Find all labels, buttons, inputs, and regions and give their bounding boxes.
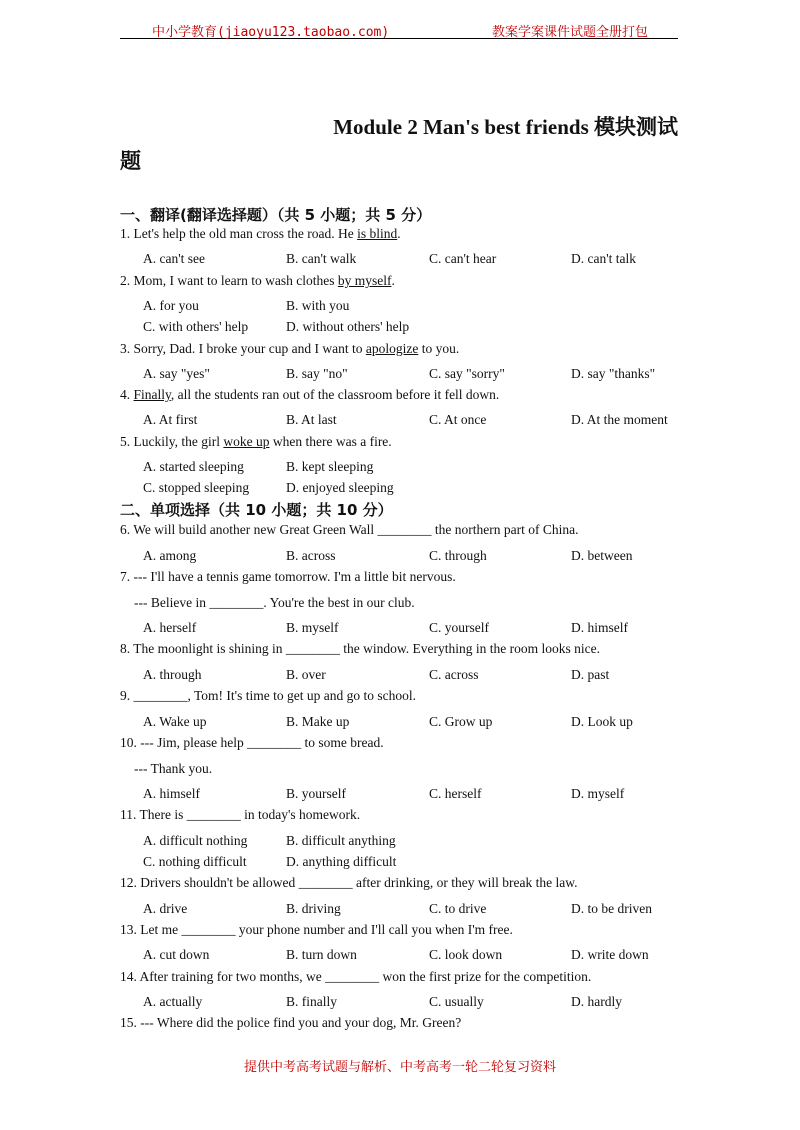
- option-d[interactable]: D. to be driven: [571, 901, 652, 916]
- option-c[interactable]: C. herself: [429, 786, 482, 801]
- option-d[interactable]: D. enjoyed sleeping: [286, 480, 394, 495]
- question-stem: 14. After training for two months, we ________ won the first prize for the competition.: [120, 969, 592, 984]
- option-d[interactable]: D. myself: [571, 786, 625, 801]
- page-title: Module 2 Man's best friends 模块测试: [333, 115, 678, 139]
- option-b[interactable]: B. difficult anything: [286, 833, 396, 848]
- question-options: [143, 319, 703, 339]
- option-c[interactable]: C. yourself: [429, 620, 489, 635]
- header-right-text: 教案学案课件试题全册打包: [491, 25, 648, 40]
- question-options: [143, 854, 703, 874]
- option-b[interactable]: B. say "no": [286, 366, 348, 381]
- option-d[interactable]: D. without others' help: [286, 319, 410, 334]
- question-options: [143, 412, 703, 432]
- question-options: [143, 480, 703, 500]
- question-stem: 9. ________, Tom! It's time to get up and go to school.: [120, 688, 416, 703]
- option-a[interactable]: A. among: [143, 548, 197, 563]
- option-d[interactable]: D. say "thanks": [571, 366, 656, 381]
- question-stem: 5. Luckily, the girl woke up when there was a fire.: [120, 434, 392, 449]
- option-c[interactable]: C. with others' help: [143, 319, 249, 334]
- question-stem: 1. Let's help the old man cross the road. He is blind.: [120, 226, 401, 241]
- option-d[interactable]: D. can't talk: [571, 251, 637, 266]
- question-options: [143, 901, 703, 921]
- option-a[interactable]: A. himself: [143, 786, 200, 801]
- option-d[interactable]: D. hardly: [571, 994, 622, 1009]
- option-c[interactable]: C. stopped sleeping: [143, 480, 250, 495]
- option-a[interactable]: A. for you: [143, 298, 199, 313]
- option-c[interactable]: C. say "sorry": [429, 366, 505, 381]
- question-options: [143, 947, 703, 967]
- option-a[interactable]: A. cut down: [143, 947, 210, 962]
- option-a[interactable]: A. Wake up: [143, 714, 207, 729]
- option-b[interactable]: B. turn down: [286, 947, 357, 962]
- question-options: [143, 298, 703, 318]
- option-a[interactable]: A. difficult nothing: [143, 833, 248, 848]
- question-stem: 2. Mom, I want to learn to wash clothes by myself.: [120, 273, 395, 288]
- option-d[interactable]: D. himself: [571, 620, 628, 635]
- option-d[interactable]: D. past: [571, 667, 610, 682]
- option-c[interactable]: C. usually: [429, 994, 484, 1009]
- question-options: [143, 786, 703, 806]
- question-stem: 15. --- Where did the police find you and your dog, Mr. Green?: [120, 1015, 462, 1030]
- option-d[interactable]: D. Look up: [571, 714, 633, 729]
- option-b[interactable]: B. with you: [286, 298, 350, 313]
- question-stem: 8. The moonlight is shining in ________ the window. Everything in the room looks nice.: [120, 641, 600, 656]
- question-options: [143, 994, 703, 1014]
- option-b[interactable]: B. finally: [286, 994, 337, 1009]
- option-a[interactable]: A. actually: [143, 994, 203, 1009]
- option-d[interactable]: D. between: [571, 548, 633, 563]
- section-heading-single-choice: 二、单项选择（共 10 小题；共 10 分）: [120, 501, 393, 519]
- option-c[interactable]: C. nothing difficult: [143, 854, 247, 869]
- option-b[interactable]: B. myself: [286, 620, 339, 635]
- question-stem: 6. We will build another new Great Green Wall ________ the northern part of China.: [120, 522, 579, 537]
- option-a[interactable]: A. say "yes": [143, 366, 210, 381]
- question-options: [143, 251, 703, 271]
- question-options: [143, 548, 703, 568]
- option-a[interactable]: A. At first: [143, 412, 198, 427]
- question-stem: 13. Let me ________ your phone number and I'll call you when I'm free.: [120, 922, 513, 937]
- option-a[interactable]: A. started sleeping: [143, 459, 244, 474]
- option-c[interactable]: C. look down: [429, 947, 503, 962]
- option-c[interactable]: C. Grow up: [429, 714, 493, 729]
- option-b[interactable]: B. Make up: [286, 714, 350, 729]
- header-left-text: 中小学教育(jiaoyu123.taobao.com): [152, 25, 390, 40]
- question-stem-line2: --- Believe in ________. You're the best in our club.: [134, 595, 415, 610]
- question-options: [143, 667, 703, 687]
- question-stem: 4. Finally, all the students ran out of the classroom before it fell down.: [120, 387, 500, 402]
- question-options: [143, 833, 703, 853]
- question-stem-line2: --- Thank you.: [134, 761, 213, 776]
- option-b[interactable]: B. over: [286, 667, 326, 682]
- option-b[interactable]: B. across: [286, 548, 336, 563]
- option-c[interactable]: C. through: [429, 548, 487, 563]
- option-c[interactable]: C. can't hear: [429, 251, 497, 266]
- option-d[interactable]: D. At the moment: [571, 412, 668, 427]
- option-b[interactable]: B. kept sleeping: [286, 459, 374, 474]
- question-options: [143, 366, 703, 386]
- option-b[interactable]: B. driving: [286, 901, 341, 916]
- question-options: [143, 459, 703, 479]
- option-a[interactable]: A. herself: [143, 620, 197, 635]
- option-b[interactable]: B. can't walk: [286, 251, 357, 266]
- option-d[interactable]: D. write down: [571, 947, 649, 962]
- question-stem: 7. --- I'll have a tennis game tomorrow. I'm a little bit nervous.: [120, 569, 456, 584]
- page-header: [120, 20, 678, 39]
- question-stem: 12. Drivers shouldn't be allowed ________ after drinking, or they will break the law.: [120, 875, 578, 890]
- option-a[interactable]: A. through: [143, 667, 202, 682]
- question-options: [143, 714, 703, 734]
- page-title-continued: 题: [120, 149, 141, 173]
- question-stem: 11. There is ________ in today's homework.: [120, 807, 361, 822]
- option-a[interactable]: A. drive: [143, 901, 188, 916]
- question-stem: 3. Sorry, Dad. I broke your cup and I want to apologize to you.: [120, 341, 460, 356]
- option-b[interactable]: B. yourself: [286, 786, 346, 801]
- section-heading-translation: 一、翻译(翻译选择题）（共 5 小题；共 5 分）: [120, 206, 432, 224]
- option-d[interactable]: D. anything difficult: [286, 854, 397, 869]
- question-stem: 10. --- Jim, please help ________ to some bread.: [120, 735, 384, 750]
- question-options: [143, 620, 703, 640]
- option-b[interactable]: B. At last: [286, 412, 337, 427]
- option-c[interactable]: C. across: [429, 667, 479, 682]
- option-a[interactable]: A. can't see: [143, 251, 206, 266]
- page-footer: 提供中考高考试题与解析、中考高考一轮二轮复习资料: [243, 1060, 556, 1075]
- option-c[interactable]: C. to drive: [429, 901, 487, 916]
- option-c[interactable]: C. At once: [429, 412, 487, 427]
